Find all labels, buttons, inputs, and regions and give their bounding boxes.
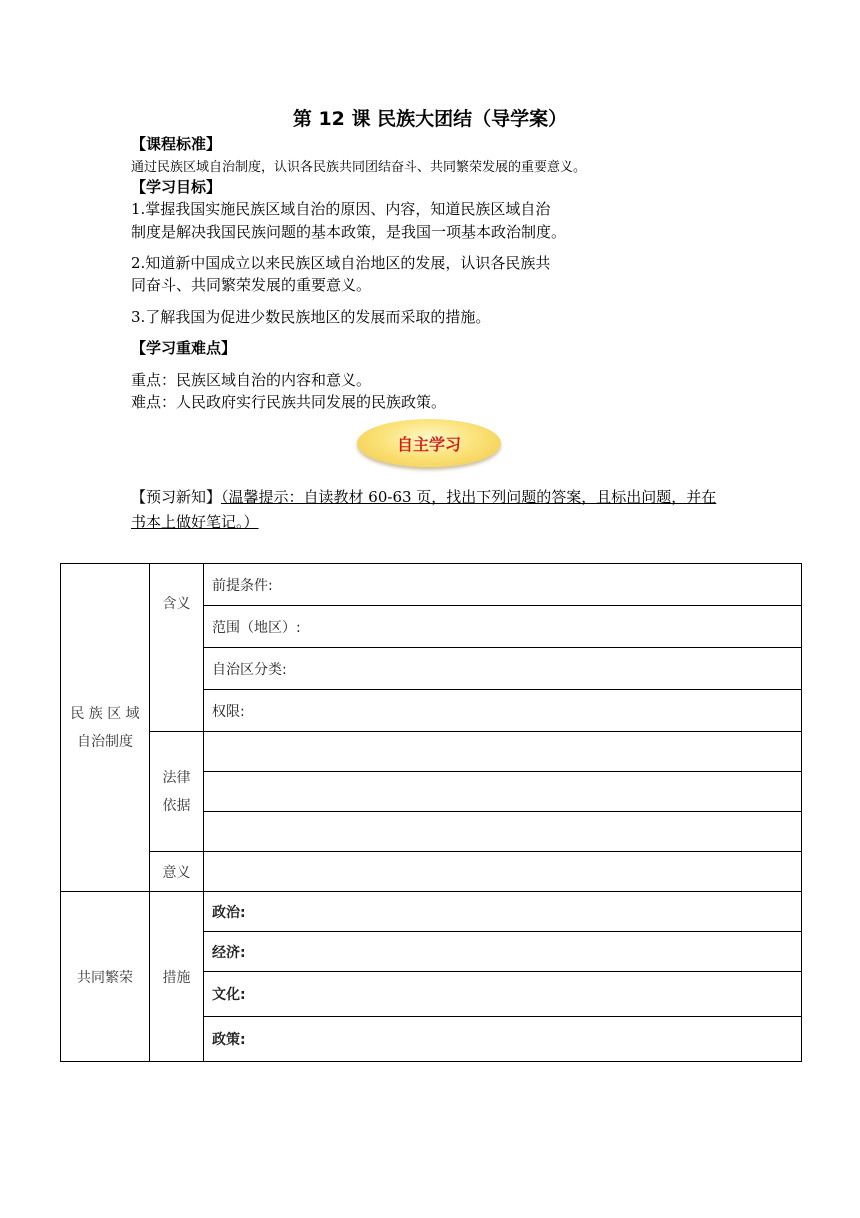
- key-points-header: 【学习重难点】: [131, 339, 237, 357]
- premise-field[interactable]: 前提条件:: [204, 564, 802, 606]
- scope-field[interactable]: 范围（地区）:: [204, 606, 802, 648]
- politics-field[interactable]: 政治:: [204, 892, 802, 932]
- system-label-cell: [61, 564, 150, 892]
- page-title: 第 12 课 民族大团结（导学案）: [292, 108, 568, 130]
- goal-1-line-1: 1.掌握我国实施民族区域自治的原因、内容，知道民族区域自治: [131, 200, 551, 218]
- meaning-label: 含义: [150, 564, 204, 732]
- preview-tip: （温馨提示：自读教材 60-63 页，找出下列问题的答案，且标出问题，并在书本上做好笔记。）: [131, 488, 717, 531]
- standard-text: 通过民族区域自治制度，认识各民族共同团结奋斗、共同繁荣发展的重要意义。: [131, 160, 587, 175]
- prosperity-label: 共同繁荣: [61, 892, 150, 1062]
- economy-field[interactable]: 经济:: [204, 932, 802, 972]
- self-study-badge-label: 自主学习: [396, 434, 461, 454]
- system-label-line-2: 自治制度: [77, 733, 133, 750]
- goal-1-line-2: 制度是解决我国民族问题的基本政策，是我国一项基本政治制度。: [131, 223, 567, 241]
- culture-field[interactable]: 文化:: [204, 972, 802, 1017]
- key-point: 重点：民族区域自治的内容和意义。: [131, 371, 372, 389]
- system-label-line-1: 民 族 区 域: [70, 705, 140, 722]
- policy-field[interactable]: 政策:: [204, 1017, 802, 1062]
- standard-header: 【课程标准】: [131, 135, 222, 153]
- law-basis-label: [150, 732, 204, 852]
- categories-field[interactable]: 自治区分类:: [204, 648, 802, 690]
- law-label-line-1: 法律: [162, 769, 191, 786]
- rights-field[interactable]: 权限:: [204, 690, 802, 732]
- significance-label: 意义: [150, 852, 204, 892]
- self-study-badge: [357, 419, 501, 467]
- significance-field[interactable]: [204, 852, 802, 892]
- difficult-point: 难点：人民政府实行民族共同发展的民族政策。: [131, 393, 447, 411]
- goal-2-line-2: 同奋斗、共同繁荣发展的重要意义。: [131, 276, 372, 294]
- goal-3: 3.了解我国为促进少数民族地区的发展而采取的措施。: [131, 308, 491, 326]
- goal-2-line-1: 2.知道新中国成立以来民族区域自治地区的发展，认识各民族共: [131, 254, 551, 272]
- preview-label: 【预习新知】: [131, 488, 222, 506]
- law-basis-field-1[interactable]: [204, 732, 802, 772]
- preview-section: [131, 485, 731, 535]
- law-basis-field-2[interactable]: [204, 772, 802, 812]
- measures-label: 措施: [150, 892, 204, 1062]
- study-table: [60, 563, 802, 1062]
- law-basis-field-3[interactable]: [204, 812, 802, 852]
- law-label-line-2: 依据: [162, 797, 191, 814]
- goals-header: 【学习目标】: [131, 178, 222, 196]
